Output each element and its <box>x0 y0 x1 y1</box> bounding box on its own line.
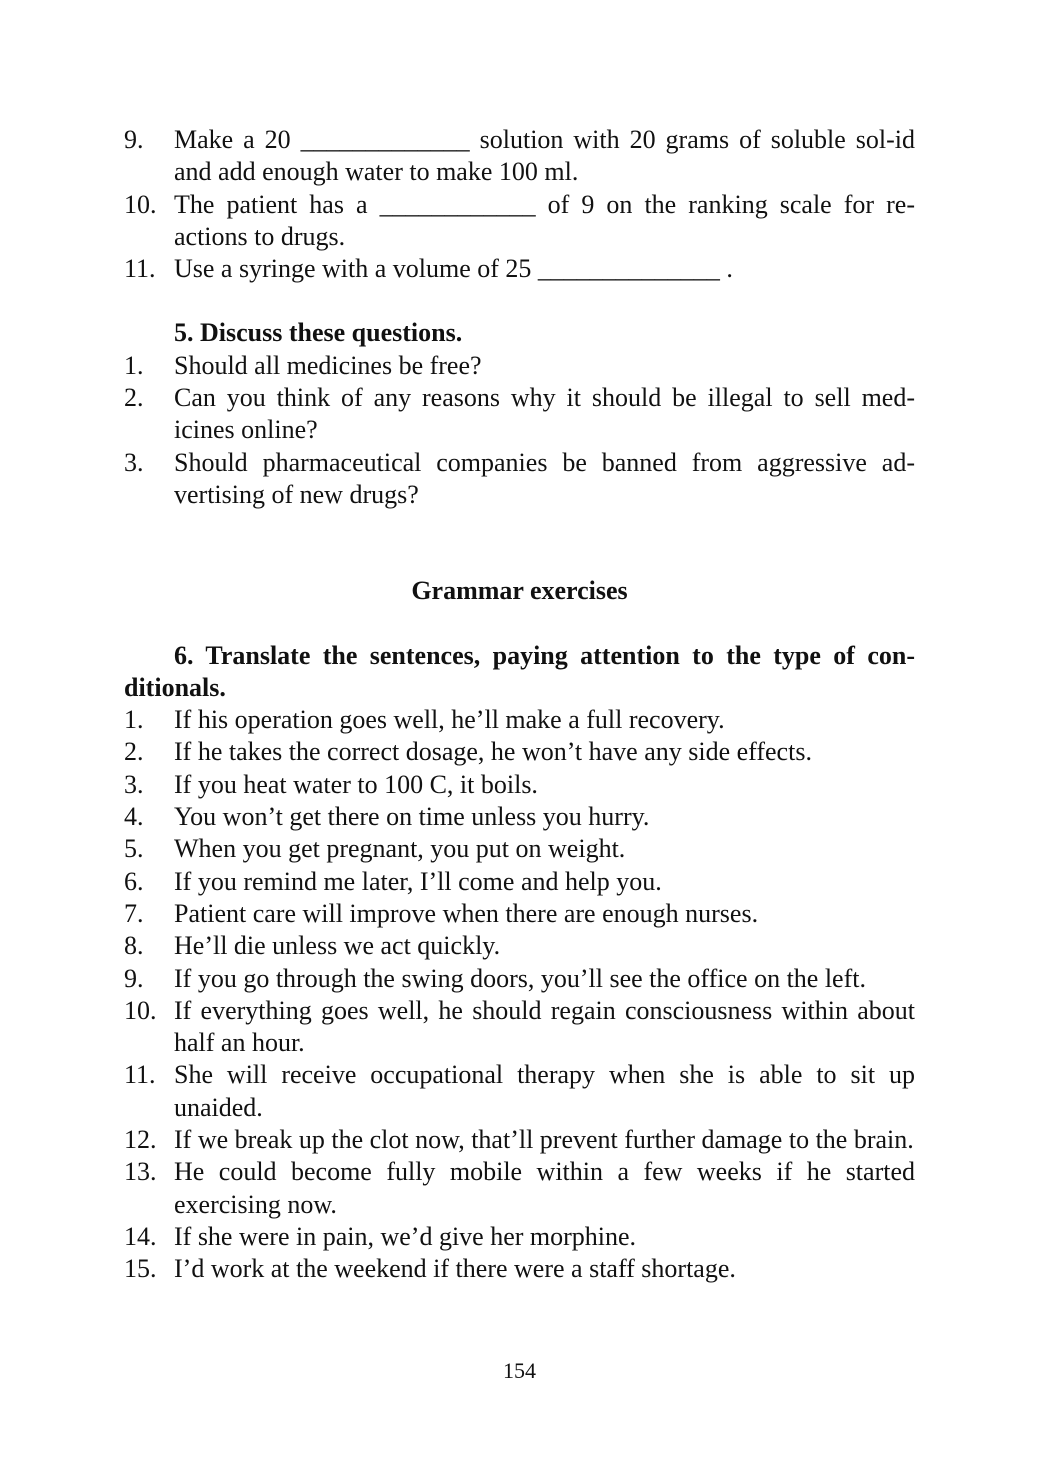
list-item <box>124 1253 915 1285</box>
item-number: 2. <box>124 383 144 413</box>
item-text: If we break up the clot now, that’ll prevent further damage to the brain. <box>174 1125 914 1155</box>
list-item <box>124 1221 915 1253</box>
list-item <box>124 898 915 930</box>
item-text: If he takes the correct dosage, he won’t have any side effects. <box>174 737 812 767</box>
item-text: If his operation goes well, he’ll make a full recovery. <box>174 705 725 735</box>
item-number: 11. <box>124 1060 156 1090</box>
item-text: Can you think of any reasons why it should be illegal to sell med-icines online? <box>174 383 915 445</box>
list-item <box>124 350 915 382</box>
item-text: If she were in pain, we’d give her morphine. <box>174 1221 637 1251</box>
grammar-section-title: Grammar exercises <box>411 576 628 606</box>
item-number: 3. <box>124 447 144 477</box>
list-item <box>124 382 915 447</box>
item-text: If you remind me later, I’ll come and help you. <box>174 866 662 896</box>
item-number: 14. <box>124 1221 157 1251</box>
item-text: I’d work at the weekend if there were a staff shortage. <box>174 1254 736 1284</box>
item-number: 10. <box>124 995 157 1025</box>
item-number: 1. <box>124 705 144 735</box>
list-item <box>124 930 915 962</box>
item-number: 1. <box>124 350 144 380</box>
page-number: 154 <box>503 1358 536 1383</box>
list-item <box>124 769 915 801</box>
list-item <box>124 447 915 512</box>
exercise-5-heading: 5. Discuss these questions. <box>174 318 463 348</box>
exercise-6-list <box>124 704 915 1285</box>
item-number: 8. <box>124 931 144 961</box>
item-text: The patient has a ____________ of 9 on the ranking scale for re-actions to drugs. <box>174 189 915 251</box>
item-number: 6. <box>124 866 144 896</box>
item-number: 2. <box>124 737 144 767</box>
item-text: If you go through the swing doors, you’ll see the office on the left. <box>174 963 866 993</box>
item-number: 15. <box>124 1254 157 1284</box>
item-text: You won’t get there on time unless you hurry. <box>174 802 650 832</box>
exercise-5-list <box>124 350 915 511</box>
item-number: 9. <box>124 963 144 993</box>
item-number: 11. <box>124 254 156 284</box>
item-text: She will receive occupational therapy when she is able to sit up unaided. <box>174 1060 915 1122</box>
list-item <box>124 189 915 254</box>
item-number: 7. <box>124 898 144 928</box>
item-text: Should pharmaceutical companies be banned from aggressive ad-vertising of new drugs? <box>174 447 915 509</box>
item-number: 9. <box>124 125 144 154</box>
item-number: 5. <box>124 834 144 864</box>
exercise-6-heading: 6. Translate the sentences, paying attention to the type of con-ditionals. <box>124 640 915 702</box>
list-item <box>124 833 915 865</box>
item-text: He’ll die unless we act quickly. <box>174 931 501 961</box>
item-number: 10. <box>124 189 157 219</box>
list-item <box>124 801 915 833</box>
list-item <box>124 995 915 1060</box>
item-text: Make a 20 _____________ solution with 20 grams of soluble sol-id and add enough water to make 100 ml. <box>174 125 915 187</box>
list-item <box>124 124 915 189</box>
item-number: 13. <box>124 1157 157 1187</box>
list-item <box>124 1124 915 1156</box>
item-number: 4. <box>124 802 144 832</box>
list-item <box>124 1059 915 1124</box>
item-text: He could become fully mobile within a few weeks if he started exercising now. <box>174 1157 915 1219</box>
item-text: Patient care will improve when there are enough nurses. <box>174 898 759 928</box>
list-item <box>124 704 915 736</box>
list-item <box>124 253 915 285</box>
item-number: 12. <box>124 1125 157 1155</box>
item-text: Should all medicines be free? <box>174 350 482 380</box>
list-item <box>124 1156 915 1221</box>
list-item <box>124 866 915 898</box>
item-text: Use a syringe with a volume of 25 ______________ . <box>174 254 733 284</box>
exercise-4-list <box>124 124 915 285</box>
item-text: When you get pregnant, you put on weight. <box>174 834 626 864</box>
item-text: If you heat water to 100 C, it boils. <box>174 769 538 799</box>
page-content <box>124 124 915 1286</box>
list-item <box>124 736 915 768</box>
item-text: If everything goes well, he should regain consciousness within about half an hour. <box>174 995 915 1058</box>
list-item <box>124 963 915 995</box>
item-number: 3. <box>124 769 144 799</box>
